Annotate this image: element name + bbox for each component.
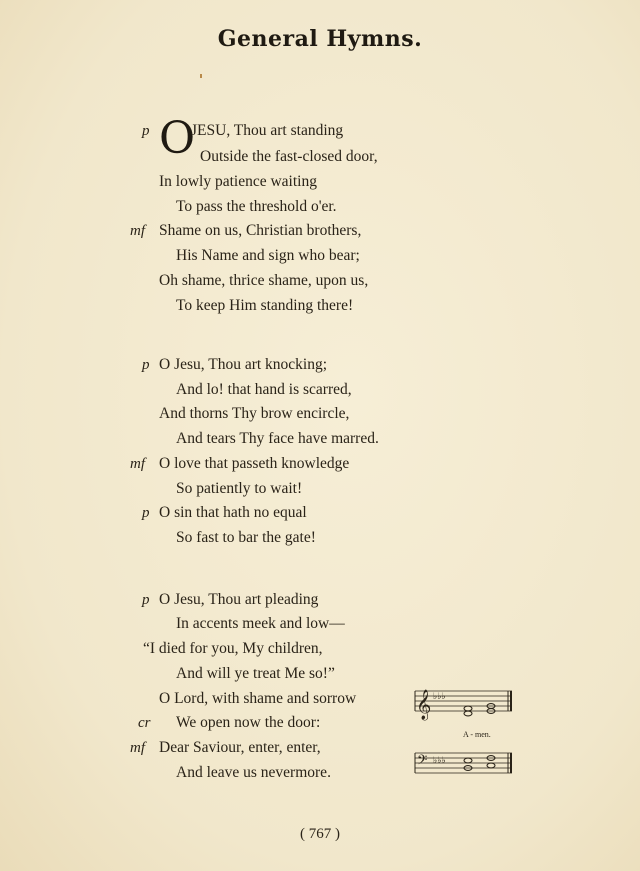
dynamic-mark: p [142, 123, 150, 139]
dynamic-mark: mf [130, 740, 145, 756]
svg-text:𝄢: 𝄢 [417, 752, 428, 771]
hymn-line: Shame on us, Christian brothers, [159, 222, 362, 239]
dynamic-mark: cr [138, 715, 151, 731]
hymn-line: And thorns Thy brow encircle, [159, 405, 350, 422]
hymn-line: We open now the door: [176, 714, 321, 731]
hymn-line: Outside the fast-closed door, [200, 148, 378, 165]
svg-text:𝄞: 𝄞 [416, 690, 432, 720]
hymn-line: O Jesu, Thou art knocking; [159, 356, 328, 373]
page-number: ( 767 ) [300, 826, 340, 842]
hymn-line: In lowly patience waiting [159, 173, 317, 190]
hymn-line: JESU, Thou art standing [191, 122, 344, 139]
hymn-line: O Lord, with shame and sorrow [159, 690, 357, 707]
hymn-line: O sin that hath no equal [159, 504, 307, 521]
hymn-line: In accents meek and low— [176, 615, 345, 632]
hymn-line: To pass the threshold o'er. [176, 198, 337, 215]
dynamic-mark: p [142, 357, 150, 373]
hymn-line: So fast to bar the gate! [176, 529, 316, 546]
dynamic-mark: p [142, 505, 150, 521]
hymn-line: His Name and sign who bear; [176, 247, 360, 264]
svg-text:♭♭♭: ♭♭♭ [433, 756, 446, 766]
amen-music-notation [413, 683, 514, 779]
svg-text:♭♭♭: ♭♭♭ [433, 692, 446, 702]
page-title: General Hymns. [217, 26, 423, 52]
hymn-line: O love that passeth knowledge [159, 455, 350, 472]
hymn-line: To keep Him standing there! [176, 297, 354, 314]
hymn-line: Dear Saviour, enter, enter, [159, 739, 321, 756]
hymn-line: And tears Thy face have marred. [176, 430, 379, 447]
amen-lyric: A - men. [463, 730, 491, 739]
hymn-line: So patiently to wait! [176, 480, 303, 497]
hymn-line: Oh shame, thrice shame, upon us, [159, 272, 369, 289]
hymn-line: O Jesu, Thou art pleading [159, 591, 319, 608]
dynamic-mark: p [142, 592, 150, 608]
ink-speck [200, 74, 202, 78]
hymn-line: “I died for you, My children, [143, 640, 323, 657]
hymn-line: And leave us nevermore. [176, 764, 331, 781]
drop-capital: O [159, 113, 196, 164]
dynamic-mark: mf [130, 456, 145, 472]
hymn-line: And will ye treat Me so!” [176, 665, 335, 682]
dynamic-mark: mf [130, 223, 145, 239]
hymn-line: And lo! that hand is scarred, [176, 381, 352, 398]
